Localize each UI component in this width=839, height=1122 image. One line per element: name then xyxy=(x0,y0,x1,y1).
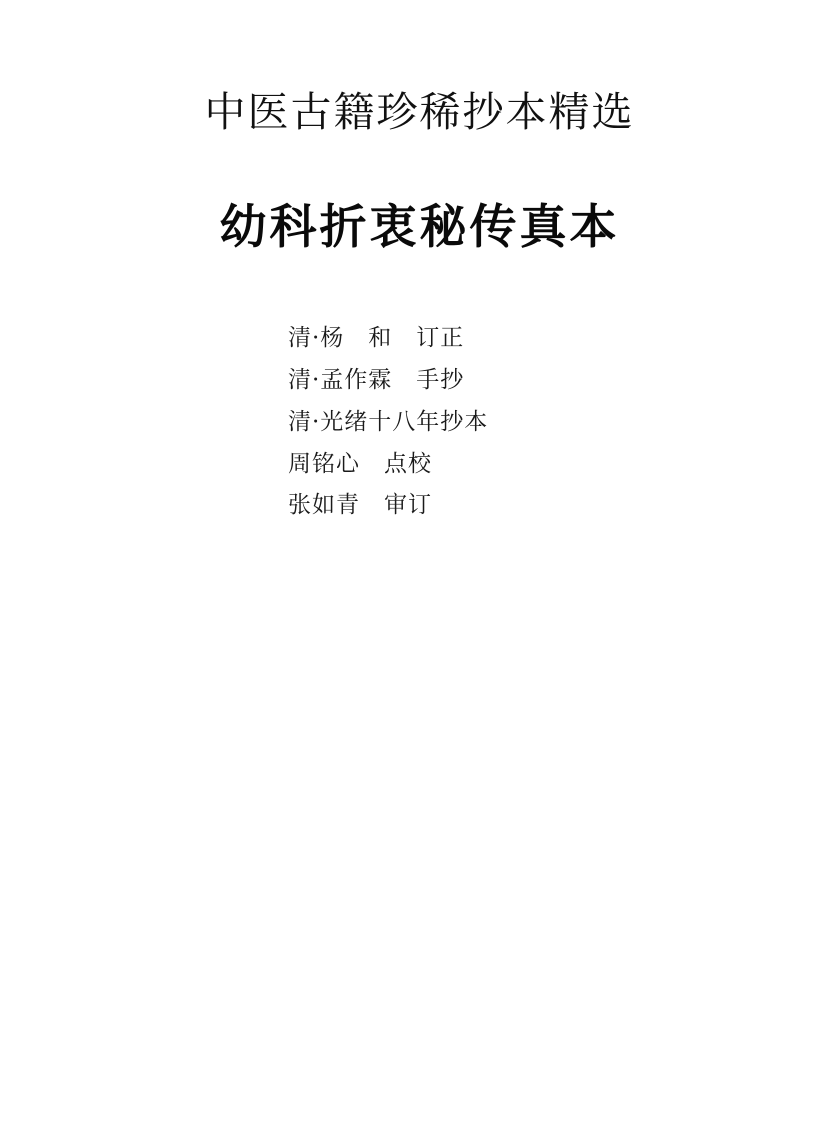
credits-block xyxy=(288,318,728,527)
series-title: 中医古籍珍稀抄本精选 xyxy=(204,88,635,136)
page-title: 幼科折衷秘传真本 xyxy=(219,200,620,255)
credit-line: 清·杨 和 订正 xyxy=(288,325,465,351)
credit-line: 清·孟作霖 手抄 xyxy=(288,366,465,393)
credit-line: 周铭心 点校 xyxy=(288,450,432,477)
credit-line: 张如青 审订 xyxy=(288,492,432,519)
credit-line: 清·光绪十八年抄本 xyxy=(288,408,489,435)
